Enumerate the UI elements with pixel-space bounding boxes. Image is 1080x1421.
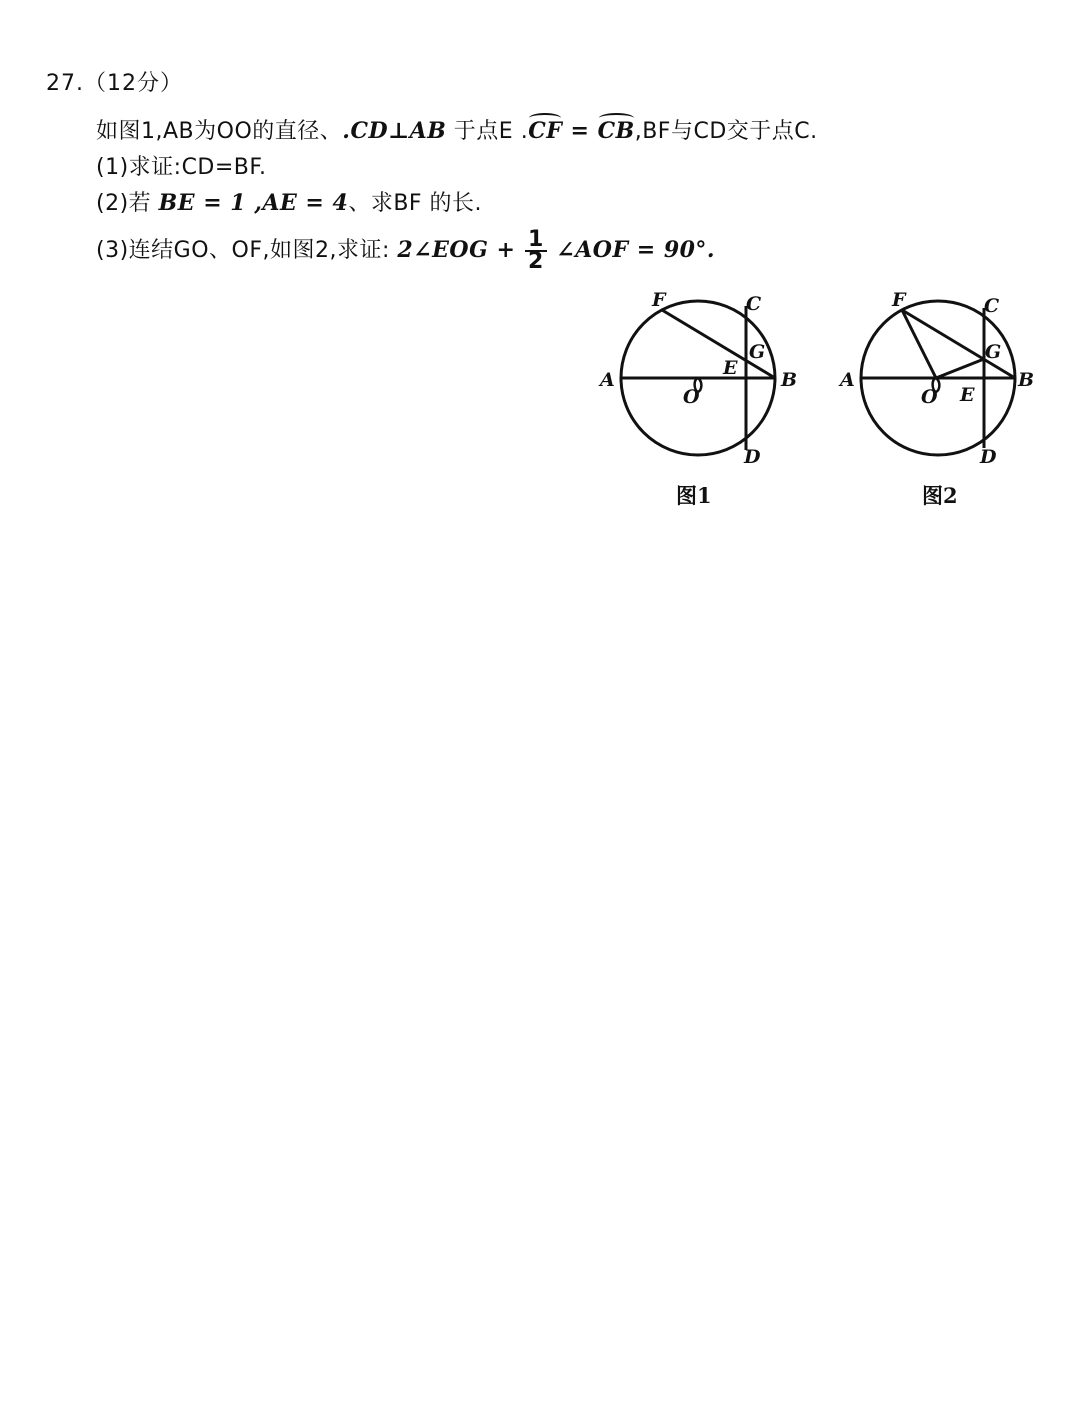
figure-1-label-b: B	[781, 369, 798, 391]
stem-text-1: 如图1,AB为OO的直径、	[96, 119, 343, 144]
part-2-prefix: (2)若	[96, 191, 159, 216]
figure-1-diagram	[590, 280, 820, 480]
figure-2-segment-og	[936, 359, 984, 378]
figure-2-caption: 图2	[922, 483, 958, 508]
figure-1-label-f: F	[652, 289, 666, 311]
figure-1-label-a: A	[600, 369, 615, 391]
figure-2-label-g: G	[985, 341, 1002, 363]
stem-perpendicular: .CD⊥AB	[342, 118, 447, 144]
question-number: 27.	[46, 71, 84, 96]
figure-2-label-d: D	[980, 446, 997, 468]
figure-2-label-b: B	[1018, 369, 1035, 391]
arc-cb: CB	[597, 118, 635, 144]
figure-1-label-g: G	[749, 341, 766, 363]
part-3-expr-b: ∠AOF = 90°.	[556, 237, 716, 263]
fraction-one-half	[525, 227, 547, 274]
part-2	[96, 186, 482, 217]
part-3-expr-a: 2∠EOG +	[397, 237, 516, 263]
figure-1-label-e: E	[723, 357, 738, 379]
part-3-prefix: (3)连结GO、OF,如图2,求证:	[96, 238, 390, 263]
part-1: (1)求证:CD=BF.	[96, 155, 267, 180]
figure-2-label-f: F	[892, 289, 906, 311]
stem-text-2: 于点E .	[446, 119, 529, 144]
figure-2-label-o: O	[921, 386, 938, 408]
figure-1-label-o: O	[683, 386, 700, 408]
figure-2-label-a: A	[840, 369, 855, 391]
figure-2-label-e: E	[960, 384, 975, 406]
figure-1-label-c: C	[746, 293, 762, 315]
arc-cf: CF	[528, 118, 563, 144]
stem-equals: =	[562, 118, 598, 144]
question-stem	[96, 114, 818, 145]
stem-text-3: ,BF与CD交于点C.	[634, 119, 818, 144]
figure-1-caption: 图1	[676, 483, 712, 508]
question-header	[46, 66, 183, 97]
figure-2-diagram	[830, 280, 1060, 480]
part-3	[96, 227, 716, 274]
part-2-suffix: 、求BF 的长.	[348, 191, 483, 216]
fraction-numerator: 1	[525, 230, 547, 252]
figure-2-label-c: C	[984, 295, 1000, 317]
fraction-denominator: 2	[527, 249, 544, 274]
question-score: （12分）	[84, 71, 183, 96]
part-2-condition: BE = 1 ,AE = 4	[158, 190, 349, 216]
figure-1-label-d: D	[744, 446, 761, 468]
